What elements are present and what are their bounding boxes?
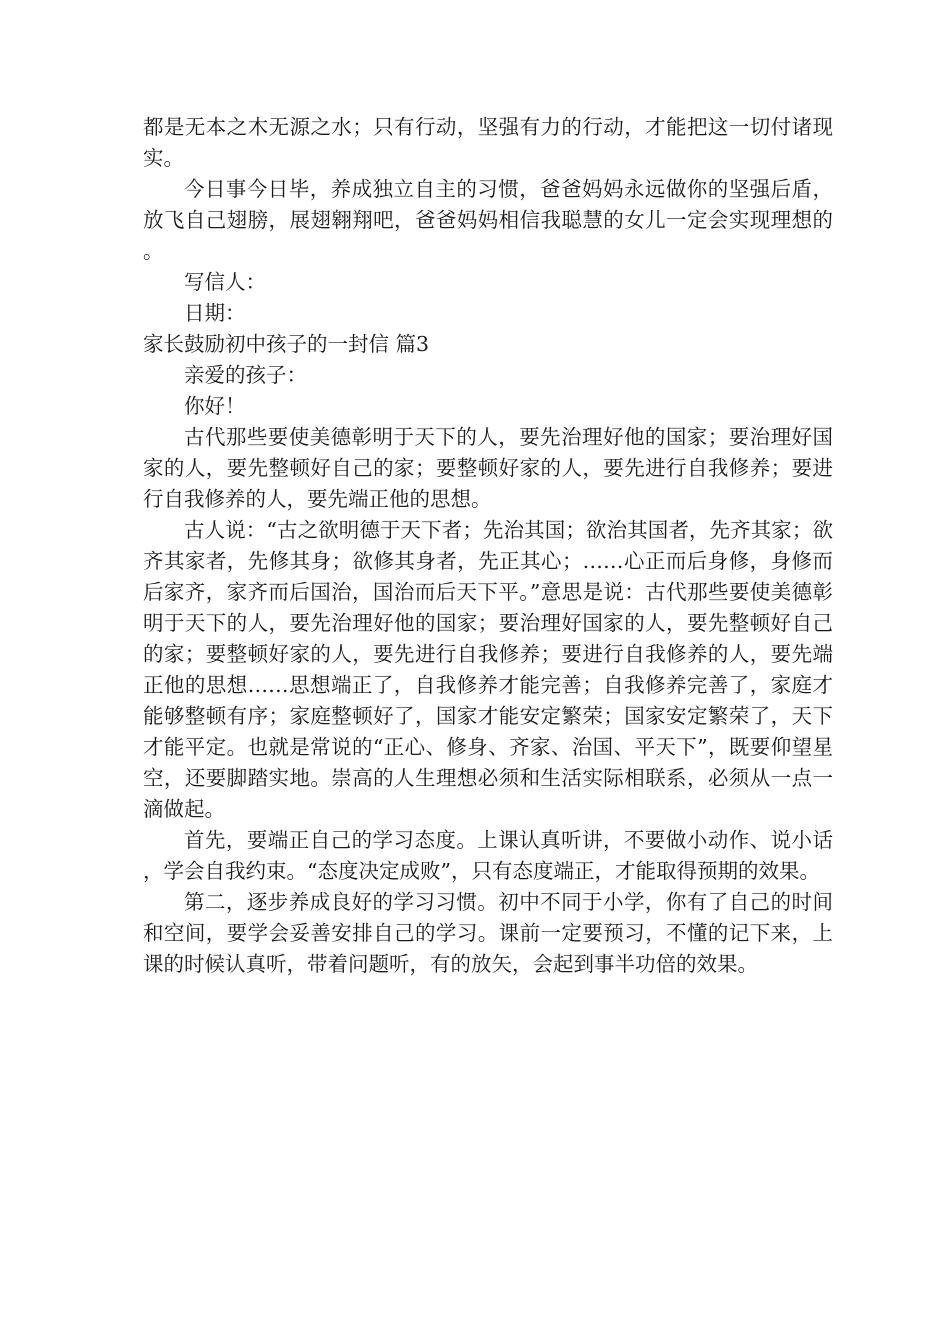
paragraph-ancient-virtue: 古代那些要使美德彰明于天下的人，要先治理好他的国家；要治理好国家的人，要先整顿好自己的家；要整顿好家的人，要先进行自我修养；要进行自我修养的人，要先端正他的思想。	[143, 425, 833, 511]
paragraph-closing-encouragement: 今日事今日毕，养成独立自主的习惯，爸爸妈妈永远做你的坚强后盾，放飞自己翅膀，展翅翱翔吧，爸爸妈妈相信我聪慧的女儿一定会实现理想的。	[143, 177, 833, 263]
section-heading: 家长鼓励初中孩子的一封信 篇3	[143, 332, 430, 356]
document-body	[143, 112, 833, 980]
greeting: 你好！	[184, 394, 246, 418]
paragraph-attitude: 首先，要端正自己的学习态度。上课认真听讲，不要做小动作、说小话，学会自我约束。“态度决定成败”，只有态度端正，才能取得预期的效果。	[143, 828, 833, 883]
signature-date-label: 日期：	[184, 301, 246, 325]
signature-writer-label: 写信人：	[184, 270, 266, 294]
paragraph-habits: 第二，逐步养成良好的学习习惯。初中不同于小学，你有了自己的时间和空间，要学会妥善安排自己的学习。课前一定要预习，不懂的记下来，上课的时候认真听，带着问题听，有的放矢，会起到事半功倍的效果。	[143, 890, 833, 976]
paragraph-continuation: 都是无本之木无源之水；只有行动，坚强有力的行动，才能把这一切付诸现实。	[143, 115, 833, 170]
paragraph-ancient-quote: 古人说：“古之欲明德于天下者；先治其国；欲治其国者，先齐其家；欲齐其家者，先修其身；欲修其身者，先正其心；……心正而后身修，身修而后家齐，家齐而后国治，国治而后天下平。”意思是说：古代那些要使美德彰明于天下的人，要先治理好他的国家；要治理好国家的人，要先整顿好自己的家；要整顿好家的人，要先进行自我修养；要进行自我修养的人，要先端正他的思想……思想端正了，自我修养才能完善；自我修养完善了，家庭才能够整顿有序；家庭整顿好了，国家才能安定繁荣；国家安定繁荣了，天下才能平定。也就是常说的“正心、修身、齐家、治国、平天下”，既要仰望星空，还要脚踏实地。崇高的人生理想必须和生活实际相联系，必须从一点一滴做起。	[143, 518, 833, 821]
salutation: 亲爱的孩子：	[184, 363, 307, 387]
